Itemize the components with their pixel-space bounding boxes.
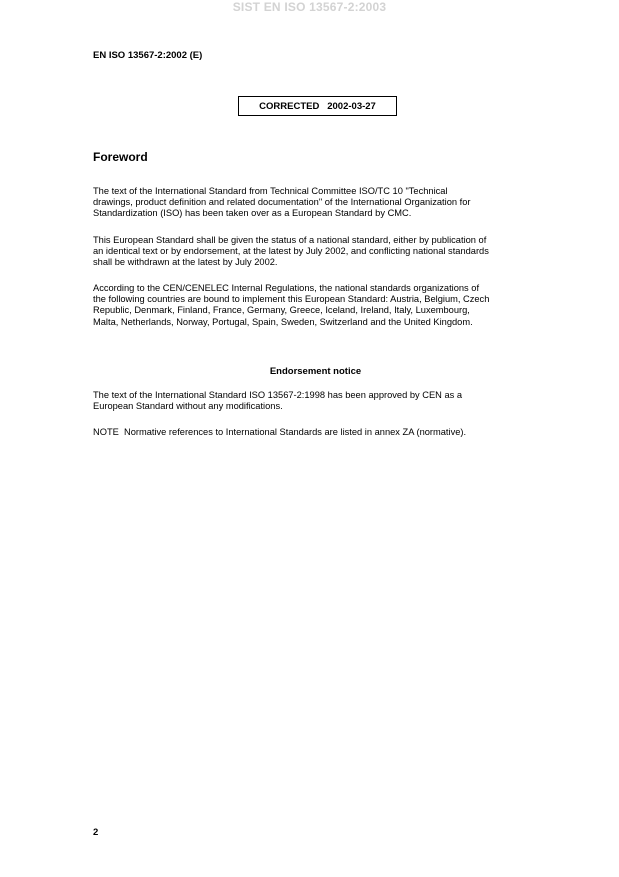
foreword-paragraph-1 (93, 186, 543, 220)
text-line: NOTE Normative references to International Standards are listed in annex ZA (normative). (93, 427, 467, 437)
text-line: According to the CEN/CENELEC Internal Regulations, the national standards organizations of (93, 283, 480, 293)
text-line: European Standard without any modifications. (93, 401, 283, 412)
text-line: shall be withdrawn at the latest by July 2002. (93, 257, 278, 268)
text-line: Malta, Netherlands, Norway, Portugal, Spain, Sweden, Switzerland and the United Kingdom. (93, 316, 473, 327)
document-id: EN ISO 13567-2:2002 (E) (93, 50, 203, 61)
text-line: Standardization (ISO) has been taken over as a European Standard by CMC. (93, 208, 412, 219)
endorsement-heading: Endorsement notice (269, 366, 362, 377)
page-number: 2 (93, 827, 99, 838)
text-line: This European Standard shall be given the status of a national standard, either by publication of (93, 235, 487, 245)
foreword-paragraph-3 (93, 283, 543, 328)
corrected-stamp: CORRECTED 2002-03-27 (238, 96, 397, 116)
endorsement-note (93, 427, 543, 438)
foreword-heading: Foreword (93, 150, 148, 164)
watermark: SIST EN ISO 13567-2:2003 (232, 0, 387, 14)
foreword-paragraph-2 (93, 235, 543, 269)
endorsement-paragraph (93, 390, 543, 412)
text-line: the following countries are bound to implement this European Standard: Austria, Belgium, Czech (93, 294, 490, 305)
text-line: Republic, Denmark, Finland, France, Germany, Greece, Iceland, Ireland, Italy, Luxembourg, (93, 305, 470, 316)
text-line: an identical text or by endorsement, at the latest by July 2002, and conflicting national standards (93, 246, 489, 257)
text-line: drawings, product definition and related documentation" of the International Organization for (93, 197, 471, 208)
text-line: The text of the International Standard ISO 13567-2:1998 has been approved by CEN as a (93, 390, 463, 400)
text-line: The text of the International Standard from Technical Committee ISO/TC 10 "Technical (93, 186, 448, 196)
